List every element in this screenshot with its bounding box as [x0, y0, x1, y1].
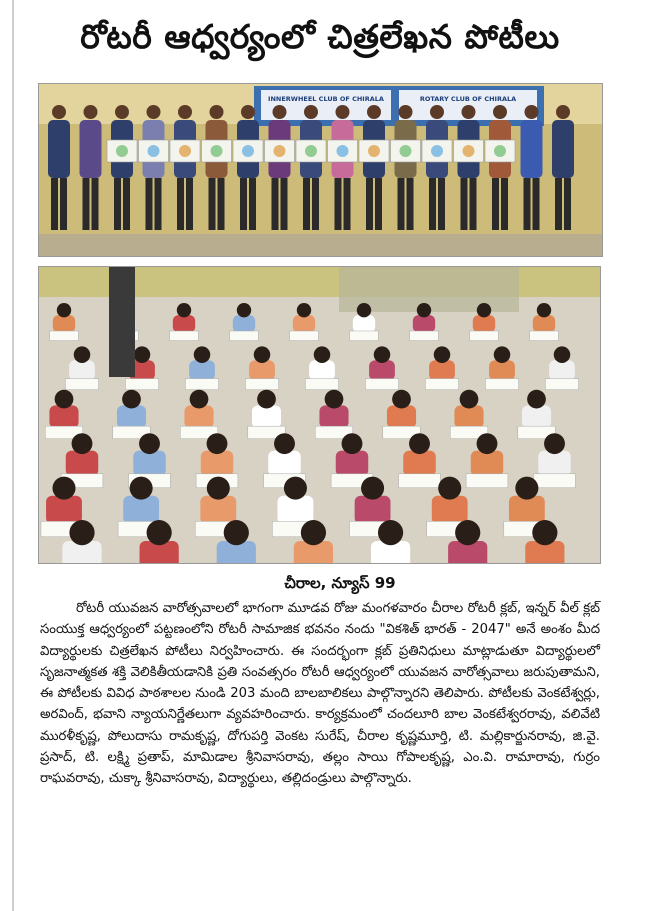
- drawing-paper: [485, 379, 518, 390]
- drawing-paper: [350, 331, 379, 341]
- group-photo-illustration: [39, 84, 602, 256]
- drawing-paper: [425, 379, 458, 390]
- drawing-paper: [534, 474, 576, 488]
- headline: రోటరీ ఆధ్వర్యంలో చిత్రలేఖన పోటీలు: [80, 17, 560, 56]
- banner-right-text: ROTARY CLUB OF CHIRALA: [419, 95, 517, 103]
- page-margin-rule: [12, 0, 14, 911]
- drawing-paper: [530, 331, 559, 341]
- drawing-paper: [410, 331, 439, 341]
- drawing-paper: [125, 379, 158, 390]
- group-photo: [38, 83, 603, 257]
- drawing-paper: [365, 379, 398, 390]
- drawing-paper: [230, 331, 259, 341]
- drawing-paper: [170, 331, 199, 341]
- competition-photo-illustration: [39, 267, 600, 563]
- drawing-paper: [399, 474, 441, 488]
- drawing-paper: [65, 379, 98, 390]
- drawing-paper: [466, 474, 508, 488]
- drawing-paper: [305, 379, 338, 390]
- standing-adult: [109, 267, 135, 377]
- drawing-paper: [290, 331, 319, 341]
- drawing-paper: [185, 379, 218, 390]
- drawing-paper: [245, 379, 278, 390]
- dateline: చీరాల, న్యూస్ 99: [284, 574, 396, 592]
- drawing-paper: [50, 331, 79, 341]
- banner-left-text: INNERWHEEL CLUB OF CHIRALA: [268, 95, 384, 103]
- article-body: రోటరీ యువజన వారోత్సవాలలో భాగంగా మూడవ రోజు మంగళవారం చీరాల రోటరీ క్లబ్, ఇన్నర్ వీల్ క్లబ్ సంయుక్త ఆధ్వర్యంలో పట్టణంలోని రోటరీ సామాజిక భవనం నందు "వికశిత్ భారత్ - 2047" అనే అంశం మీద విద్యార్థులకు చిత్రలేఖన పోటీలు నిర్వహించారు. ఈ సందర్భంగా క్లబ్ ప్రతినిధులు మాట్లాడుతూ విద్యార్థులలో సృజనాత్మకత శక్తి వెలికితీయడానికి ప్రతి సంవత్సరం రోటరీ ఆధ్వర్యంలో యువజన వారోత్సవాలు జరుపుతామని, ఈ పోటీలకు వివిధ పాఠశాలల నుండి 203 మంది బాలబాలికలు పాల్గొన్నారని తెలిపారు. పోటీలకు వెంకటేశ్వర్లు, అరవింద్, భవాని న్యాయనిర్ణేతలుగా వ్యవహరించారు. కార్యక్రమంలో చందలూరి బాల వెంకటేశ్వరరావు, వలివేటి మురళీకృష్ణ, పోలుదాసు రామకృష్ణ, దోగుపర్తి వెంకట సురేష్, చీరాల కృష్ణమూర్తి, టి. మల్లికార్జునరావు, జి.వై. ప్రసాద్, టి. లక్ష్మి ప్రతాప్, మామిడాల శ్రీనివాసరావు, తల్లం సాయి గోపాలకృష్ణ, ఎం.వి. రామారావు, గుర్రం రాఘవరావు, చుక్కా శ్రీనివాసరావు, విద్యార్థులు, తల్లిదండ్రులు పాల్గొన్నారు.: [40, 601, 600, 787]
- drawing-paper: [545, 379, 578, 390]
- drawing-paper: [470, 331, 499, 341]
- competition-photo: [38, 266, 601, 564]
